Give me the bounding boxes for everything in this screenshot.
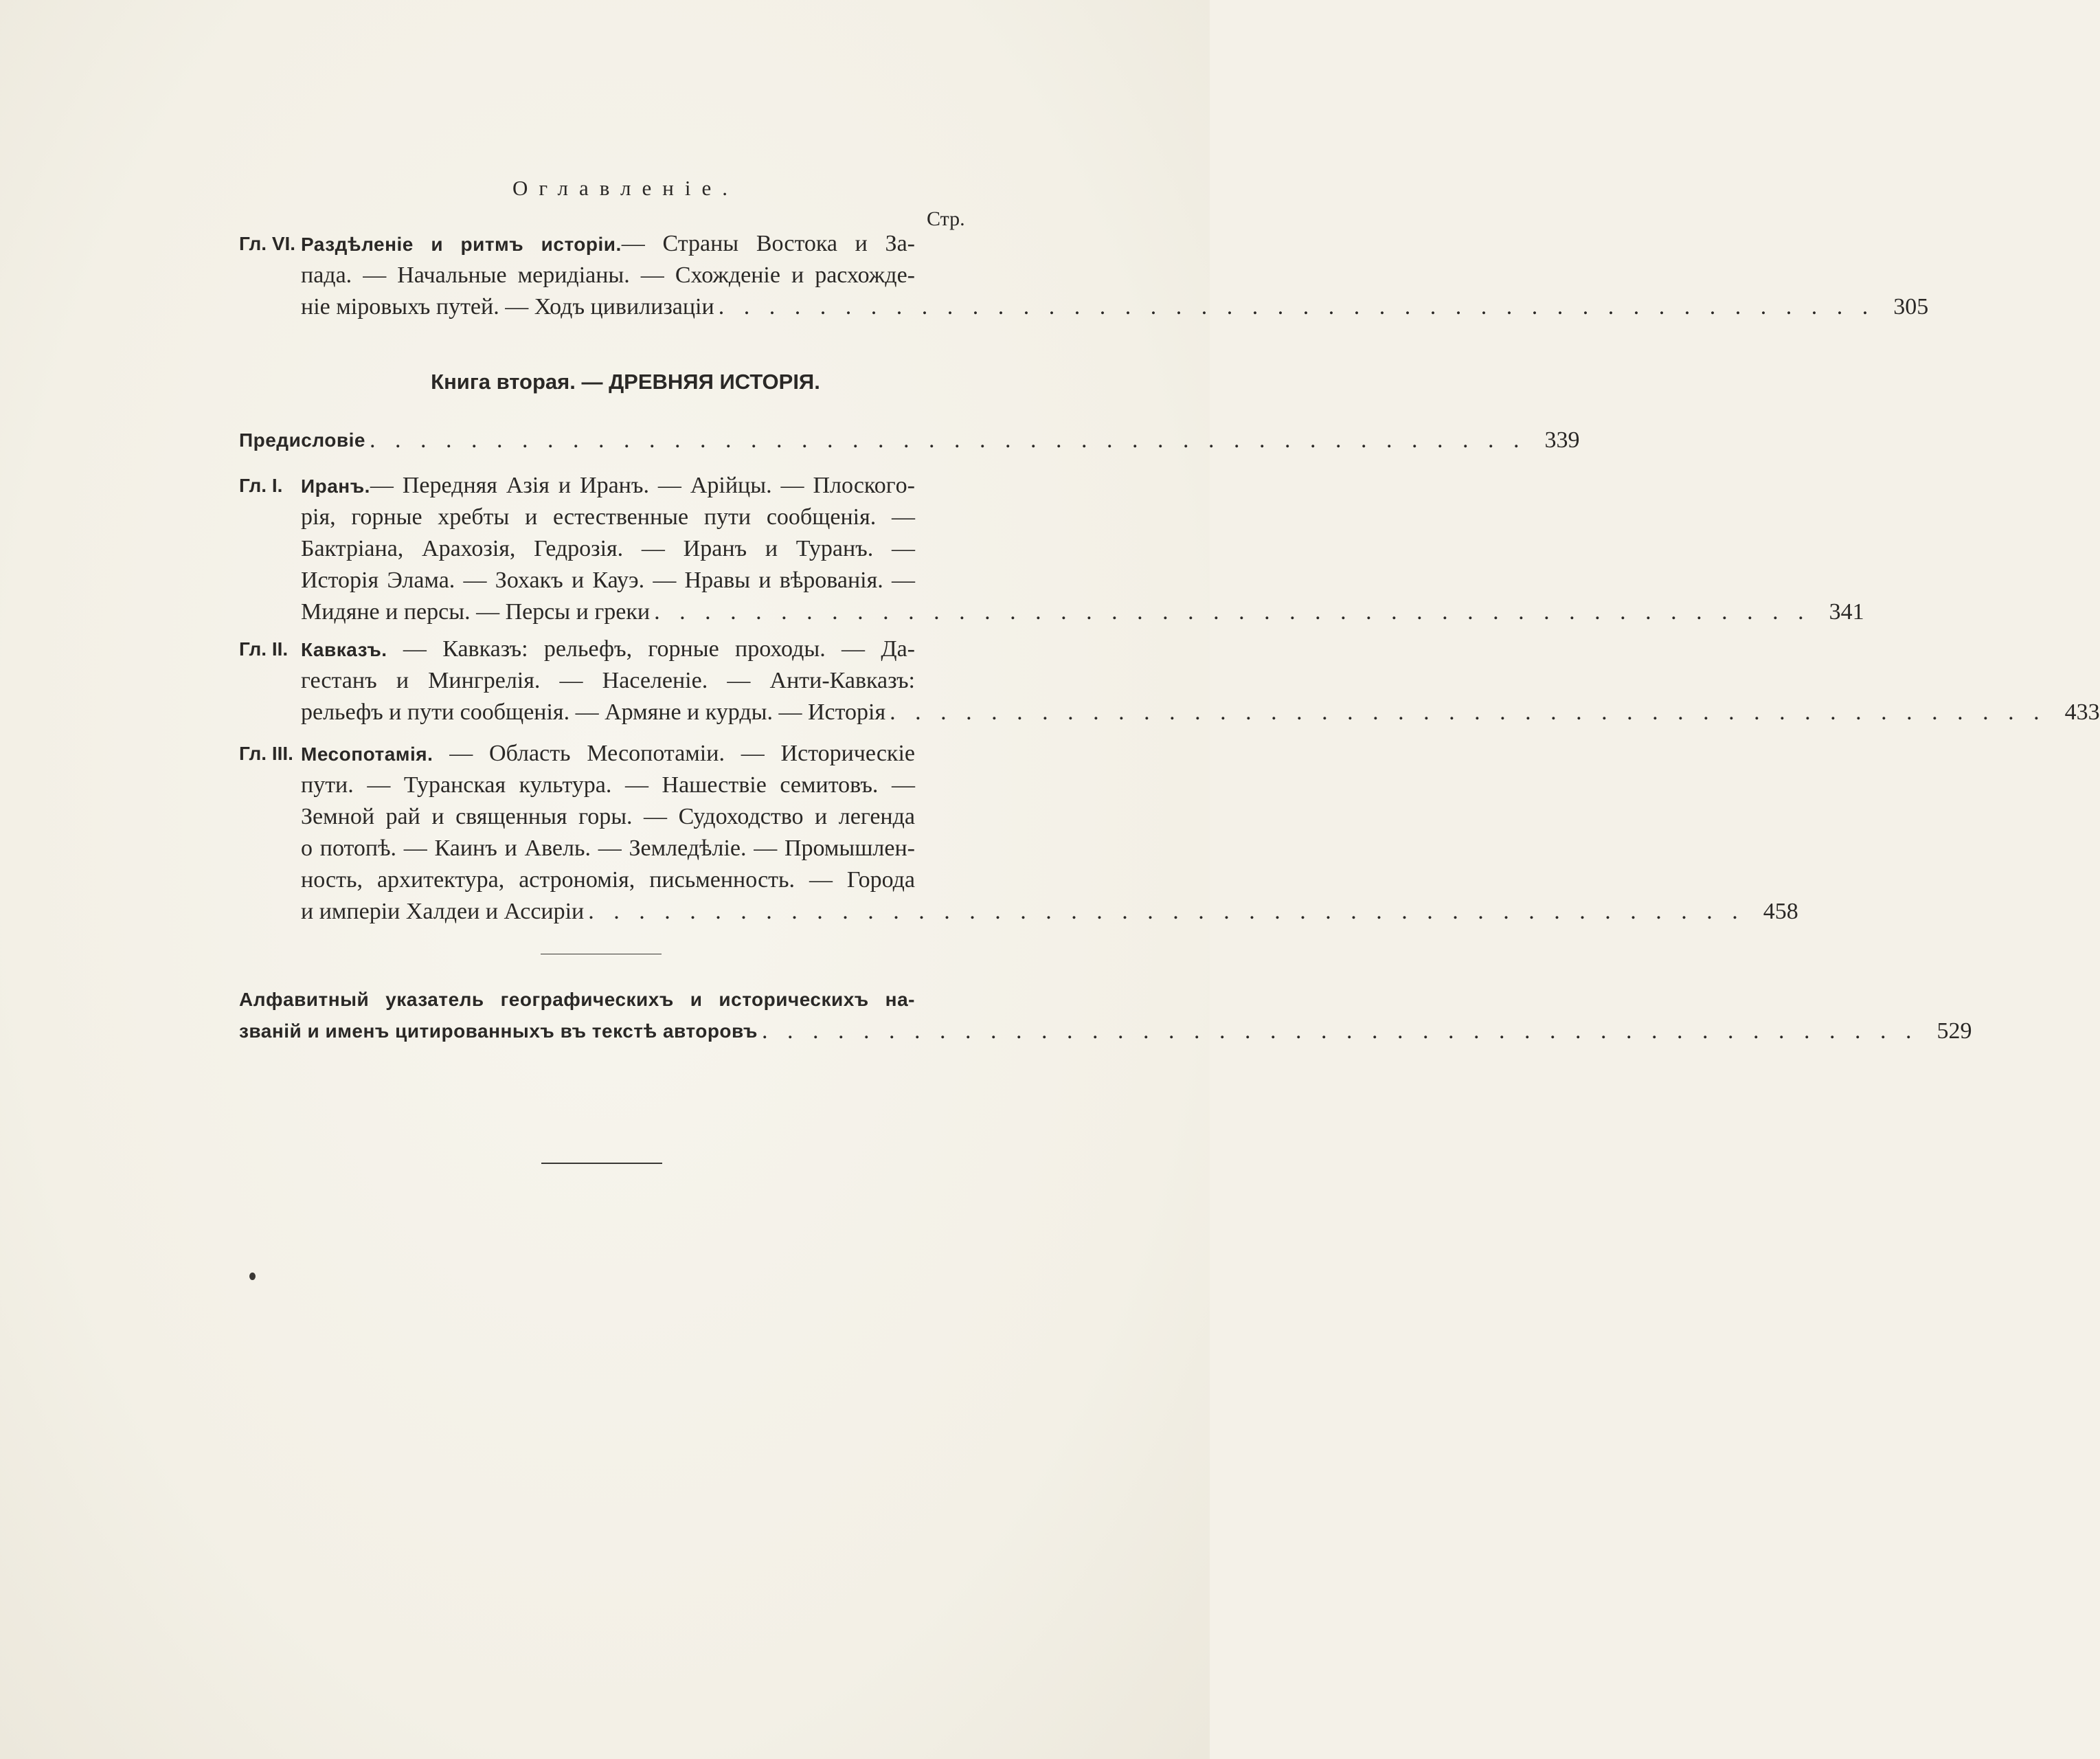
chapter-title: Раздѣленіе и ритмъ исторіи.	[301, 234, 622, 255]
entry-text: и имперіи Халдеи и Ассиріи	[301, 899, 585, 924]
toc-line	[239, 1016, 1972, 1047]
page-number: 458	[1763, 899, 1798, 924]
page-number: 305	[1893, 294, 1929, 320]
toc-line	[239, 864, 964, 896]
toc-line	[239, 738, 964, 770]
chapter-number: Гл. III.	[239, 743, 293, 764]
leader-dots: . . . . . . . . . . . . . . . . . . . . . . . . . . . . . . . . . . . . . . . . . . . . . .	[890, 699, 2046, 725]
toc-entry-chapter-1[interactable]	[239, 470, 1864, 628]
entry-text: Бактріана, Арахозія, Гедрозія. — Иранъ и Туранъ. —	[301, 536, 915, 561]
page-title: Оглавленіе.	[512, 176, 738, 200]
entry-text: о потопѣ. — Каинъ и Авель. — Земледѣліе. — Промышлен-	[301, 836, 915, 861]
entry-text: пути. — Туранская культура. — Нашествіе семитовъ. —	[301, 772, 915, 798]
toc-line	[239, 228, 964, 260]
entry-last-line	[239, 697, 2051, 728]
entry-text: Земной рай и священныя горы. — Судоходство и легенда	[301, 804, 915, 829]
entry-text: ность, архитектура, астрономія, письменность. — Города	[301, 867, 915, 893]
chapter-number: Гл. VI.	[239, 233, 296, 254]
page-number: 339	[1544, 427, 1580, 453]
index-title-continued: званій и именъ цитированныхъ въ текстѣ авторовъ	[239, 1020, 758, 1042]
entry-text: гестанъ и Мингрелія. — Населеніе. — Анти-Кавказъ:	[301, 668, 915, 693]
toc-line	[239, 801, 964, 833]
toc-line	[239, 502, 964, 533]
toc-line	[239, 565, 964, 596]
leader-dots: . . . . . . . . . . . . . . . . . . . . . . . . . . . . . . . . . . . . . . . . . . . . . .	[761, 1018, 1919, 1044]
toc-line	[239, 533, 964, 565]
page-number: 341	[1829, 599, 1864, 625]
entry-last-line	[239, 1016, 1922, 1047]
entry-text-continued: — Область Месопотаміи. — Историческіе	[433, 741, 915, 766]
entry-text-continued: — Передняя Азія и Иранъ. — Арійцы. — Плоскогo-	[370, 473, 915, 498]
chapter-title: Месопотамія.	[301, 743, 433, 765]
entry-text: Исторія Элама. — Зохакъ и Кауэ. — Нравы и вѣрованія. —	[301, 568, 915, 593]
chapter-title: Кавказъ.	[301, 639, 387, 660]
entry-text-continued: — Страны Востока и За-	[621, 231, 915, 256]
preface-title: Предисловіе	[239, 429, 365, 451]
toc-line	[239, 260, 964, 291]
leader-dots: . . . . . . . . . . . . . . . . . . . . . . . . . . . . . . . . . . . . . . . . . . . . . .	[369, 427, 1526, 453]
entry-text	[301, 470, 915, 502]
toc-line	[239, 665, 964, 697]
toc-line	[239, 425, 1580, 456]
chapter-number: Гл. II.	[239, 638, 289, 660]
end-rule	[541, 1163, 662, 1164]
toc-entry-preface[interactable]	[239, 425, 1580, 456]
toc-line	[239, 833, 964, 864]
page-number: 529	[1937, 1018, 1972, 1044]
toc-line	[239, 984, 964, 1016]
entry-last-line	[239, 291, 1879, 323]
toc-line	[239, 470, 964, 502]
toc-line	[239, 634, 964, 665]
toc-line	[239, 596, 1864, 628]
toc-entry-chapter-2[interactable]	[239, 634, 2100, 728]
entry-text-continued: — Кавказъ: рельефъ, горные проходы. — Да-	[387, 636, 915, 662]
leader-dots: . . . . . . . . . . . . . . . . . . . . . . . . . . . . . . . . . . . . . . . . . . . . . .	[588, 899, 1745, 924]
index-title: Алфавитный указатель географическихъ и историческихъ на-	[239, 989, 915, 1010]
page-number: 433	[2064, 699, 2100, 725]
entry-last-line	[239, 596, 1815, 628]
leader-dots: . . . . . . . . . . . . . . . . . . . . . . . . . . . . . . . . . . . . . . . . . . . . . .	[654, 599, 1811, 625]
toc-entry-index[interactable]	[239, 984, 1972, 1047]
page-column-label: Стр.	[927, 208, 965, 230]
toc-line	[239, 697, 2100, 728]
chapter-title: Иранъ.	[301, 475, 370, 497]
entry-last-line	[239, 896, 1749, 928]
entry-text: рія, горные хребты и естественные пути сообщенія. —	[301, 504, 915, 530]
entry-text	[301, 634, 915, 665]
entry-text	[301, 228, 915, 260]
book-heading: Книга вторая. — ДРЕВНЯЯ ИСТОРІЯ.	[431, 370, 820, 394]
chapter-number: Гл. I.	[239, 475, 283, 496]
toc-entry-chapter-6[interactable]	[239, 228, 1929, 323]
toc-line	[239, 291, 1929, 323]
leader-dots: . . . . . . . . . . . . . . . . . . . . . . . . . . . . . . . . . . . . . . . . . . . . . .	[718, 294, 1875, 320]
entry-text: пада. — Начальные меридіаны. — Схожденіе и расхожде-	[301, 262, 915, 288]
entry-text: рельефъ и пути сообщенія. — Армяне и курды. — Исторія	[301, 699, 886, 725]
entry-last-line	[239, 425, 1530, 456]
entry-text: ніе міровыхъ путей. — Ходъ цивилизаціи	[301, 294, 714, 320]
entry-text: Мидяне и персы. — Персы и греки	[301, 599, 651, 625]
toc-line	[239, 896, 1798, 928]
ink-dot	[249, 1273, 256, 1280]
toc-line	[239, 770, 964, 801]
entry-text	[301, 738, 915, 770]
toc-entry-chapter-3[interactable]	[239, 738, 1798, 928]
